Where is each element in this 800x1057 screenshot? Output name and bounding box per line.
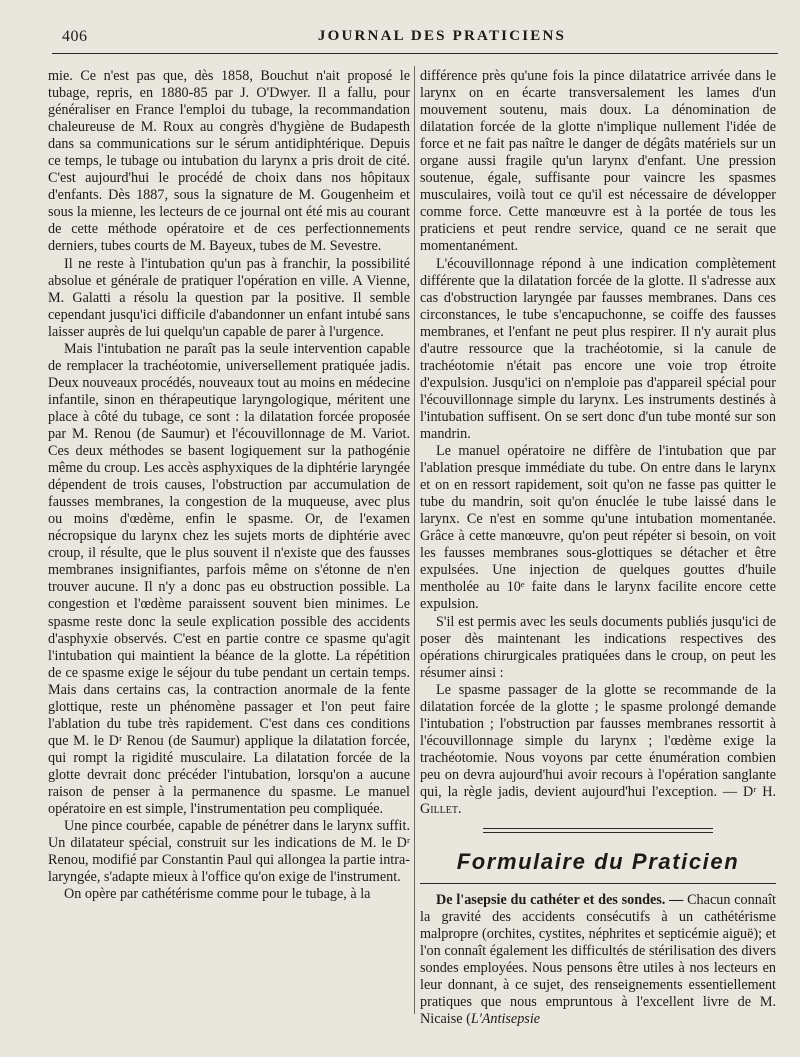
paragraph: Il ne reste à l'intubation qu'un pas à franchir, la possibilité absolue et générale de pratiquer l'opération en ville. A Vienne, M. Galatti a résolu la question par la positive. Il semble cependant jusqu'ici difficile d'abandonner un enfant intubé sans laisser auprès de lui quelqu'un capable de parer à l'urgence.: [48, 255, 410, 340]
paragraph: L'écouvillonnage répond à une indication complètement différente que la dilatation forcée de la glotte. Il s'adresse aux cas d'obstruction laryngée par fausses membranes. Dans ces circonstances, le tube s'encapuchonne, se coiffe des fausses membranes, et l'enfant ne peut plus respirer. Il n'y aurait plus d'autre ressource que la trachéotomie, si la canule de trachéotomie n'était pas encore une voie trop étroite d'expulsion. Jusqu'ici on n'emploie pas d'appareil spécial pour l'écouvillonnage simple du larynx. Les instruments destinés à l'intubation suffisent. On se sert donc d'un tube monté sur son mandrin.: [420, 255, 776, 442]
paragraph: différence près qu'une fois la pince dilatatrice arrivée dans le larynx on en écarte transversalement les lames d'un mouvement soutenu, mais doux. La dénomination de dilatation forcée de la glotte n'implique nullement l'idée de force et ne fait pas naître le danger de dégâts matériels sur un organe aussi fragile qu'un larynx d'enfant. Une pression soutenue, égale, suffisante pour vaincre les spasmes musculaires, voilà tout ce qu'il est nécessaire de développer comme force. Cette manœuvre est à la portée de tous les praticiens et peut rendre service, quand ce ne serait que momentanément.: [420, 68, 776, 255]
article-subhead: De l'asepsie du cathéter et des sondes. —: [436, 892, 684, 909]
paragraph: S'il est permis avec les seuls documents publiés jusqu'ici de poser dès maintenant les indications respectives des opérations chirurgicales pratiquées dans le croup, on peut les résumer ainsi :: [420, 613, 776, 681]
paragraph: mie. Ce n'est pas que, dès 1858, Bouchut n'ait proposé le tubage, repris, en 1880-85 par J. O'Dwyer. Il a fallu, pour généraliser en France l'emploi du tubage, la recommandation chaleureuse de M. Roux au congrès d'hygiène de Budapesth dans sa communications sur le sérum antidiphtérique. Depuis ce temps, le tubage ou intubation du larynx a pris droit de cité. C'est aujourd'hui le procédé de choix dans nos hôpitaux d'enfants. Dès 1887, sous la signature de M. Gougenheim et sous la mienne, les lecteurs de ce journal ont été mis au courant de cette méthode opératoire et de ces perfectionnements derniers, tubes courts de M. Bayeux, tubes de M. Sevestre.: [48, 68, 410, 255]
section-title-rule: [420, 883, 776, 884]
right-column: [420, 68, 776, 1028]
paragraph: [420, 892, 776, 1028]
paragraph: On opère par cathétérisme comme pour le tubage, à la: [64, 886, 371, 903]
journal-title: JOURNAL DES PRATICIENS: [317, 28, 567, 44]
section-title: Formulaire du Praticien: [456, 849, 740, 875]
column-divider: [414, 66, 415, 1014]
page-number: 406: [62, 28, 88, 45]
paragraph: Mais l'intubation ne paraît pas la seule intervention capable de remplacer la trachéotomie, universellement pratiquée jadis. Deux nouveaux procédés, nouveaux tout au moins en médecine infantile, sinon en thérapeutique laryngologique, méritent une place à côté du tubage, ce sont : la dilatation forcée proposée par M. Renou (de Saumur) et l'écouvillonnage de M. Variot. Ces deux méthodes se basent logiquement sur la pathogénie même du croup. Les accès asphyxiques de la diphtérie laryngée dépendent de trois causes, l'obstruction par accumulation de fausses membranes, la congestion de la muqueuse, avec plus ou moins d'œdème, enfin le spasme. Or, de l'examen nécropsique du larynx chez les sujets morts de diphtérie avec croup, il résulte, que le plus souvent il n'existe que des fausses membranes insignifiantes, parfois même on s'étonne de n'en trouver aucune. Il n'y a donc pas eu obstruction possible. La congestion et l'œdème paraissent souvent bien minimes. Le spasme reste donc la seule explication possible des accidents d'asphyxie observés. C'est en partie contre ce spasme qu'agit l'intubation qui maintient la béance de la glotte. La répétition de ce spasme exige le séjour du tube pendant un certain temps. Mais dans certains cas, la contraction anormale de la fente glottique, reste un phénomène passager et l'on peut faire l'ablation du tube très rapidement. C'est dans ces conditions que M. le Dʳ Renou (de Saumur) applique la dilatation forcée, qui rompt la rigidité musculaire. La dilatation forcée de la glotte devrait donc précéder l'intubation, lorsqu'on a aucune raison de penser à la permanence du spasme. Le manuel opératoire en est simple, l'instrumentation peu compliquée.: [48, 340, 410, 818]
left-column: [48, 68, 410, 903]
paragraph: Une pince courbée, capable de pénétrer dans le larynx suffit. Un dilatateur spécial, construit sur les indications de M. le Dʳ Renou, modifié par Constantin Paul qui allongea la partie intra-laryngée, s'adapte mieux à l'office qu'on exige de l'instrument.: [48, 818, 410, 886]
header-rule: [52, 53, 778, 54]
paragraph-text: Le spasme passager de la glotte se recommande de la dilatation forcée de la glotte ; le spasme prolongé demande l'intubation ; l'obstruction par fausses membranes ressortit à l'écouvillonnage simple du larynx ; l'œdème exige la trachéotomie. Nous voyons par cette énumération combien peu on devra aujourd'hui avoir recours à l'opération sanglante qui, la règle jadis, devient aujourd'hui l'exception. — Dʳ H.: [420, 681, 776, 800]
author-signature: Gillet.: [420, 801, 462, 818]
paragraph: [420, 682, 776, 818]
page-header: [48, 26, 776, 48]
paragraph: Le manuel opératoire ne diffère de l'intubation que par l'ablation presque immédiate du tube. On entre dans le larynx et on en ressort rapidement, soit qu'on ne fasse pas quitter le tube du mandrin, soit qu'on énuclée le tube laissé dans le larynx. Ce n'est en somme qu'une intubation momentanée. Grâce à cette manœuvre, qu'on peut répéter si besoin, on voit les fausses membranes sous-glottiques se détacher et être expulsées. Une injection de quelques gouttes d'huile mentholée au 10ᵉ faite dans le larynx facilite encore cette expulsion.: [420, 443, 776, 613]
section-separator: [483, 828, 713, 833]
paragraph-text: Chacun connaît la gravité des accidents consécutifs à un cathétérisme malpropre (orchites, cystites, néphrites et septicémie aiguë); et l'on connaît également les difficultés de stérilisation des divers sondes employées. Nous pensons être utiles à nos lecteurs en leur donnant, à ce sujet, des renseignements essentiellement pratiques que nous empruntous à l'excellent livre de M. Nicaise (: [420, 892, 776, 1028]
book-title: L'Antisepsie: [470, 1011, 541, 1028]
